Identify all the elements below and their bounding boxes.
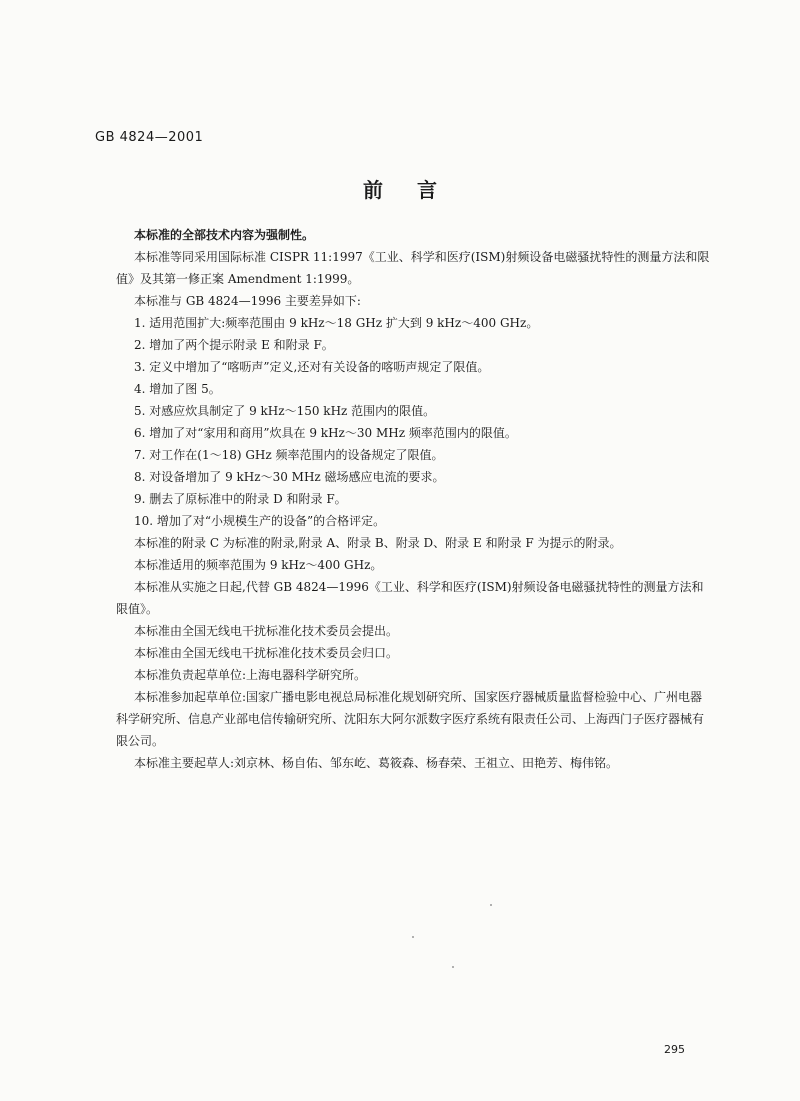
scan-speck [490,904,492,906]
paragraph-adoption: 本标准等同采用国际标准 CISPR 11:1997《工业、科学和医疗(ISM)射频设备电磁骚扰特性的测量方法和限值》及其第一修正案 Amendment 1:1999。 [116,250,710,286]
paragraph-drafting-unit: 本标准负责起草单位:上海电器科学研究所。 [134,668,367,682]
list-item: 10. 增加了对“小规模生产的设备”的合格评定。 [134,514,386,528]
paragraph-proposed-by: 本标准由全国无线电干扰标准化技术委员会提出。 [134,624,399,638]
paragraph-differences-intro: 本标准与 GB 4824—1996 主要差异如下: [134,294,361,308]
paragraph-drafters: 本标准主要起草人:刘京林、杨自佑、邹东屹、葛筱森、杨春荣、王祖立、田艳芳、梅伟铭。 [134,756,619,770]
paragraph-frequency-range: 本标准适用的频率范围为 9 kHz～400 GHz。 [134,558,383,572]
page-title: 前言 [363,178,471,202]
paragraph-mandatory: 本标准的全部技术内容为强制性。 [134,228,315,242]
scan-speck [412,936,414,938]
foreword-body [116,224,714,774]
page-number: 295 [664,1043,685,1056]
list-item: 2. 增加了两个提示附录 E 和附录 F。 [134,338,334,352]
list-item: 8. 对设备增加了 9 kHz～30 MHz 磁场感应电流的要求。 [134,470,445,484]
list-item: 7. 对工作在(1～18) GHz 频率范围内的设备规定了限值。 [134,448,444,462]
paragraph-appendices: 本标准的附录 C 为标准的附录,附录 A、附录 B、附录 D、附录 E 和附录 F 为提示的附录。 [134,536,622,550]
paragraph-administered-by: 本标准由全国无线电干扰标准化技术委员会归口。 [134,646,399,660]
list-item: 5. 对感应炊具制定了 9 kHz～150 kHz 范围内的限值。 [134,404,436,418]
list-item: 4. 增加了图 5。 [134,382,221,396]
standard-code: GB 4824—2001 [95,130,204,145]
list-item: 3. 定义中增加了“喀呖声”定义,还对有关设备的喀呖声规定了限值。 [134,360,490,374]
scan-speck [452,966,454,968]
paragraph-replaces: 本标准从实施之日起,代替 GB 4824—1996《工业、科学和医疗(ISM)射频设备电磁骚扰特性的测量方法和限值》。 [116,580,704,616]
paragraph-participating-units: 本标准参加起草单位:国家广播电影电视总局标准化规划研究所、国家医疗器械质量监督检验中心、广州电器科学研究所、信息产业部电信传输研究所、沈阳东大阿尔派数字医疗系统有限责任公司、上海西门子医疗器械有限公司。 [116,690,705,748]
list-item: 6. 增加了对“家用和商用”炊具在 9 kHz～30 MHz 频率范围内的限值。 [134,426,517,440]
list-item: 1. 适用范围扩大:频率范围由 9 kHz～18 GHz 扩大到 9 kHz～400 GHz。 [134,316,539,330]
list-item: 9. 删去了原标准中的附录 D 和附录 F。 [134,492,347,506]
